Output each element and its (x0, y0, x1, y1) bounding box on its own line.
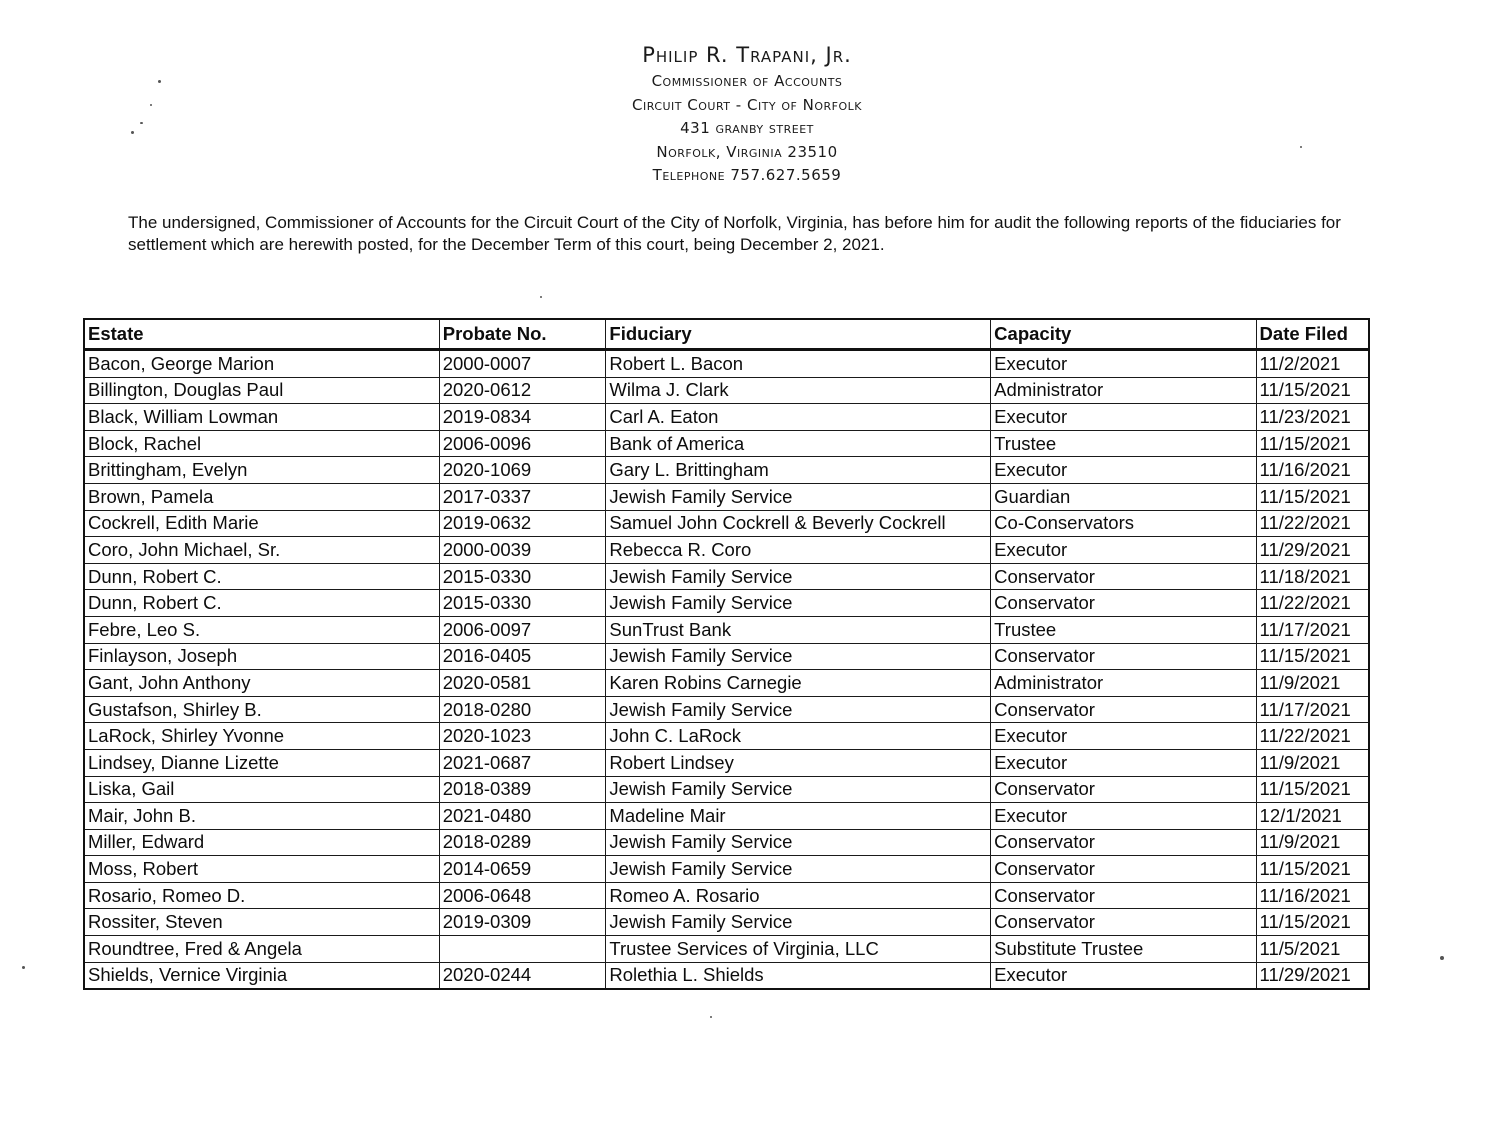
date-filed-cell: 11/23/2021 (1256, 404, 1369, 431)
table-row (84, 803, 1369, 830)
probate-no-cell: 2016-0405 (439, 643, 606, 670)
estate-cell: Gustafson, Shirley B. (84, 696, 439, 723)
table-row (84, 936, 1369, 963)
probate-no-cell: 2019-0309 (439, 909, 606, 936)
street-address: 431 granby street (680, 119, 814, 137)
capacity-cell: Executor (991, 962, 1256, 989)
fiduciary-cell: Carl A. Eaton (606, 404, 991, 431)
fiduciary-cell: Madeline Mair (606, 803, 991, 830)
date-filed-cell: 11/9/2021 (1256, 829, 1369, 856)
probate-no-cell: 2019-0834 (439, 404, 606, 431)
date-filed-cell: 11/15/2021 (1256, 856, 1369, 883)
date-filed-cell: 11/15/2021 (1256, 776, 1369, 803)
probate-no-cell: 2021-0687 (439, 749, 606, 776)
date-filed-cell: 11/29/2021 (1256, 537, 1369, 564)
fiduciary-cell: Jewish Family Service (606, 856, 991, 883)
capacity-cell: Administrator (991, 670, 1256, 697)
estate-cell: Black, William Lowman (84, 404, 439, 431)
table-row (84, 377, 1369, 404)
probate-no-cell: 2018-0289 (439, 829, 606, 856)
probate-no-cell: 2014-0659 (439, 856, 606, 883)
capacity-cell: Conservator (991, 829, 1256, 856)
table-body (84, 350, 1369, 990)
fiduciary-cell: Robert Lindsey (606, 749, 991, 776)
probate-no-cell (439, 936, 606, 963)
date-filed-cell: 12/1/2021 (1256, 803, 1369, 830)
fiduciary-cell: Jewish Family Service (606, 776, 991, 803)
date-filed-cell: 11/5/2021 (1256, 936, 1369, 963)
estate-cell: Dunn, Robert C. (84, 590, 439, 617)
estate-cell: Febre, Leo S. (84, 616, 439, 643)
table-row (84, 776, 1369, 803)
capacity-cell: Conservator (991, 590, 1256, 617)
table-row (84, 882, 1369, 909)
probate-no-cell: 2015-0330 (439, 590, 606, 617)
estate-cell: Rosario, Romeo D. (84, 882, 439, 909)
table-row (84, 909, 1369, 936)
fiduciary-cell: Robert L. Bacon (606, 350, 991, 378)
table-row (84, 723, 1369, 750)
capacity-cell: Conservator (991, 909, 1256, 936)
fiduciary-cell: SunTrust Bank (606, 616, 991, 643)
letterhead (0, 40, 1494, 188)
capacity-cell: Trustee (991, 616, 1256, 643)
commissioner-name: Philip R. Trapani, Jr. (642, 43, 852, 67)
date-filed-cell: 11/9/2021 (1256, 670, 1369, 697)
fiduciary-cell: Jewish Family Service (606, 696, 991, 723)
probate-no-cell: 2021-0480 (439, 803, 606, 830)
probate-no-cell: 2017-0337 (439, 483, 606, 510)
probate-no-cell: 2006-0096 (439, 430, 606, 457)
header-capacity: Capacity (991, 319, 1256, 350)
table-row (84, 856, 1369, 883)
commissioner-title: Commissioner of Accounts (651, 72, 843, 90)
capacity-cell: Executor (991, 537, 1256, 564)
capacity-cell: Conservator (991, 696, 1256, 723)
probate-no-cell: 2015-0330 (439, 563, 606, 590)
estate-cell: Mair, John B. (84, 803, 439, 830)
estate-cell: Brittingham, Evelyn (84, 457, 439, 484)
capacity-cell: Substitute Trustee (991, 936, 1256, 963)
estate-cell: Shields, Vernice Virginia (84, 962, 439, 989)
table-row (84, 616, 1369, 643)
estate-cell: Gant, John Anthony (84, 670, 439, 697)
probate-no-cell: 2020-0581 (439, 670, 606, 697)
table-row (84, 670, 1369, 697)
table-row (84, 430, 1369, 457)
probate-no-cell: 2019-0632 (439, 510, 606, 537)
capacity-cell: Conservator (991, 563, 1256, 590)
capacity-cell: Co-Conservators (991, 510, 1256, 537)
estate-cell: Cockrell, Edith Marie (84, 510, 439, 537)
table-row (84, 590, 1369, 617)
table-row (84, 962, 1369, 989)
telephone: Telephone 757.627.5659 (652, 166, 842, 184)
date-filed-cell: 11/17/2021 (1256, 616, 1369, 643)
table-row (84, 510, 1369, 537)
estate-cell: Roundtree, Fred & Angela (84, 936, 439, 963)
date-filed-cell: 11/17/2021 (1256, 696, 1369, 723)
fiduciary-cell: Romeo A. Rosario (606, 882, 991, 909)
estate-cell: Dunn, Robert C. (84, 563, 439, 590)
table-row (84, 643, 1369, 670)
fiduciary-cell: Rebecca R. Coro (606, 537, 991, 564)
date-filed-cell: 11/15/2021 (1256, 430, 1369, 457)
estate-cell: Miller, Edward (84, 829, 439, 856)
probate-no-cell: 2020-1023 (439, 723, 606, 750)
probate-no-cell: 2018-0389 (439, 776, 606, 803)
fiduciary-cell: Rolethia L. Shields (606, 962, 991, 989)
date-filed-cell: 11/15/2021 (1256, 909, 1369, 936)
table-row (84, 483, 1369, 510)
estate-cell: Lindsey, Dianne Lizette (84, 749, 439, 776)
capacity-cell: Administrator (991, 377, 1256, 404)
probate-no-cell: 2000-0007 (439, 350, 606, 378)
table-row (84, 350, 1369, 378)
probate-no-cell: 2020-0244 (439, 962, 606, 989)
table-row (84, 537, 1369, 564)
date-filed-cell: 11/22/2021 (1256, 590, 1369, 617)
capacity-cell: Executor (991, 803, 1256, 830)
table-row (84, 829, 1369, 856)
date-filed-cell: 11/2/2021 (1256, 350, 1369, 378)
capacity-cell: Conservator (991, 776, 1256, 803)
capacity-cell: Conservator (991, 856, 1256, 883)
capacity-cell: Executor (991, 404, 1256, 431)
header-estate: Estate (84, 319, 439, 350)
estate-cell: Liska, Gail (84, 776, 439, 803)
header-probate-no: Probate No. (439, 319, 606, 350)
table-header-row (84, 319, 1369, 350)
fiduciary-cell: Jewish Family Service (606, 829, 991, 856)
fiduciary-cell: Wilma J. Clark (606, 377, 991, 404)
probate-no-cell: 2018-0280 (439, 696, 606, 723)
fiduciary-cell: Trustee Services of Virginia, LLC (606, 936, 991, 963)
estate-cell: Finlayson, Joseph (84, 643, 439, 670)
date-filed-cell: 11/16/2021 (1256, 457, 1369, 484)
fiduciary-cell: Karen Robins Carnegie (606, 670, 991, 697)
fiduciary-cell: John C. LaRock (606, 723, 991, 750)
probate-no-cell: 2000-0039 (439, 537, 606, 564)
estate-cell: Rossiter, Steven (84, 909, 439, 936)
date-filed-cell: 11/22/2021 (1256, 510, 1369, 537)
capacity-cell: Executor (991, 723, 1256, 750)
fiduciary-cell: Jewish Family Service (606, 563, 991, 590)
estate-cell: Block, Rachel (84, 430, 439, 457)
table-row (84, 563, 1369, 590)
estate-cell: LaRock, Shirley Yvonne (84, 723, 439, 750)
capacity-cell: Executor (991, 749, 1256, 776)
date-filed-cell: 11/29/2021 (1256, 962, 1369, 989)
date-filed-cell: 11/22/2021 (1256, 723, 1369, 750)
estate-cell: Billington, Douglas Paul (84, 377, 439, 404)
probate-no-cell: 2006-0097 (439, 616, 606, 643)
date-filed-cell: 11/9/2021 (1256, 749, 1369, 776)
date-filed-cell: 11/18/2021 (1256, 563, 1369, 590)
fiduciary-cell: Jewish Family Service (606, 590, 991, 617)
header-fiduciary: Fiduciary (606, 319, 991, 350)
date-filed-cell: 11/15/2021 (1256, 377, 1369, 404)
probate-no-cell: 2006-0648 (439, 882, 606, 909)
city-address: Norfolk, Virginia 23510 (656, 142, 838, 161)
date-filed-cell: 11/15/2021 (1256, 483, 1369, 510)
capacity-cell: Trustee (991, 430, 1256, 457)
intro-paragraph: The undersigned, Commissioner of Accounts for the Circuit Court of the City of Norfolk, Virginia, has before him for audit the following reports of the fiduciaries for settlement which are herewith posted, for the December Term of this court, being December 2, 2021. (128, 213, 1341, 254)
estate-cell: Brown, Pamela (84, 483, 439, 510)
estate-cell: Bacon, George Marion (84, 350, 439, 378)
estate-cell: Moss, Robert (84, 856, 439, 883)
fiduciary-cell: Jewish Family Service (606, 909, 991, 936)
probate-no-cell: 2020-1069 (439, 457, 606, 484)
table-row (84, 404, 1369, 431)
capacity-cell: Executor (991, 457, 1256, 484)
estate-cell: Coro, John Michael, Sr. (84, 537, 439, 564)
table-row (84, 749, 1369, 776)
fiduciary-cell: Jewish Family Service (606, 643, 991, 670)
date-filed-cell: 11/15/2021 (1256, 643, 1369, 670)
fiduciary-cell: Gary L. Brittingham (606, 457, 991, 484)
capacity-cell: Conservator (991, 882, 1256, 909)
date-filed-cell: 11/16/2021 (1256, 882, 1369, 909)
capacity-cell: Guardian (991, 483, 1256, 510)
header-date-filed: Date Filed (1256, 319, 1369, 350)
fiduciary-cell: Jewish Family Service (606, 483, 991, 510)
probate-no-cell: 2020-0612 (439, 377, 606, 404)
table-row (84, 696, 1369, 723)
table-row (84, 457, 1369, 484)
court-name: Circuit Court - City of Norfolk (632, 95, 862, 114)
fiduciary-cell: Bank of America (606, 430, 991, 457)
fiduciary-cell: Samuel John Cockrell & Beverly Cockrell (606, 510, 991, 537)
capacity-cell: Executor (991, 350, 1256, 378)
capacity-cell: Conservator (991, 643, 1256, 670)
fiduciary-reports-table (83, 318, 1370, 990)
